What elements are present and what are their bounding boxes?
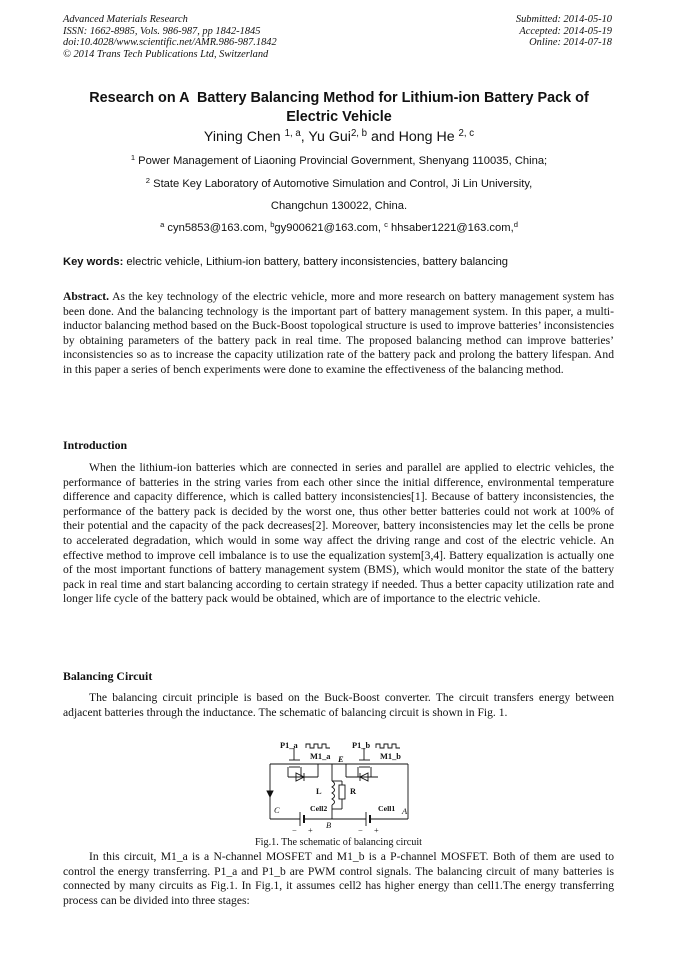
journal-name: Advanced Materials Research [63,14,188,25]
label-r: R [350,787,357,796]
email-line [40,221,638,235]
label-p1b: P1_b [352,741,371,750]
email-a: cyn5853@163.com, [164,222,271,234]
journal-copyright: © 2014 Trans Tech Publications Ltd, Switzerland [63,48,269,60]
resistor [339,785,345,799]
online-date: Online: 2014-07-18 [529,37,612,49]
submitted-date: Submitted: 2014-05-10 [515,14,612,25]
current-arrow [267,791,273,797]
figure-caption: Fig.1. The schematic of balancing circuit [254,837,422,848]
dates-header [516,14,612,49]
cell1-minus: − [358,826,363,835]
label-cell2: Cell2 [310,804,328,813]
author-2-sup: 2, b [350,128,368,140]
circuit-svg [258,739,424,837]
label-a: A [402,807,408,816]
affiliation-1-sup: 1 [130,153,136,163]
journal-issn: ISSN: 1662-8985, Vols. 986-987, pp 1842-1845 [63,25,261,37]
circuit-schematic [258,739,424,837]
affiliation-2-sup: 2 [145,176,150,186]
label-c: C [274,806,280,815]
affiliation-1 [40,154,638,168]
pwm-signal-b [376,744,400,748]
author-1-sup: 1, a [284,128,301,140]
journal-doi: doi:10.4028/www.scientific.net/AMR.986-987.1842 [63,37,277,49]
email-b: gy900621@163.com, [274,222,385,234]
author-list [40,128,638,146]
pwm-signal-a [306,744,330,748]
label-l: L [316,787,322,796]
keywords [63,255,623,269]
label-cell1: Cell1 [378,804,396,813]
author-1: Yining Chen [203,129,285,145]
keywords-label: Key words: [63,256,124,268]
cell1-plus: + [374,826,379,835]
keywords-text: electric vehicle, Lithium-ion battery, battery inconsistencies, battery balancing [123,256,509,268]
balancing-paragraph-2: In this circuit, M1_a is a N-channel MOSFET and M1_b is a P-channel MOSFET. Both of them are used to control the energy transferring. P1_a and P1_b are PWM control signals. The balancing circuit of many batteries is connected by many circuits as Fig.1. In Fig.1, it assumes cell2 has higher energy than cell1.The energy transferring process can be divided into three stages: [63,850,614,907]
email-a-sup: a [160,220,165,230]
balancing-circuit-heading: Balancing Circuit [63,669,153,683]
affiliation-2-line-2: Changchun 130022, China. [270,200,408,212]
affiliation-2-text: State Key Laboratory of Automotive Simulation and Control, Ji Lin University, [150,178,533,190]
title-line-2: Electric Vehicle [286,109,392,125]
author-3: and Hong He [367,129,459,145]
paper-title [40,89,638,127]
email-c: hhsaber1221@163.com, [387,222,514,234]
abstract-label: Abstract. [63,290,110,303]
email-b-sup: b [270,220,275,230]
balancing-paragraph-1: The balancing circuit principle is based on the Buck-Boost converter. The circuit transfers energy between adjacent batteries through the inductance. The schematic of balancing circuit is shown in Fig. 1. [63,691,614,719]
journal-header [63,14,277,60]
label-m1b: M1_b [380,752,401,761]
abstract-text: As the key technology of the electric vehicle, more and more research on battery management system has been done. And the balancing technology is the important part of battery management system. In this paper, a multi-inductor balancing method based on the Buck-Boost topological structure is used to improve batteries’ inconsistencies by obtaining parameters of the battery pack in real time. The proposed balancing method can improve batteries’ inconsistencies so as to increase the capacity utilization rate of the battery pack and prolong the battery lifespan. And in this paper a series of bench experiments were done to examine the effectiveness of the balancing method. [63,290,614,376]
cell2-minus: − [292,826,297,835]
abstract [63,290,614,378]
author-3-sup: 2, c [458,128,475,140]
inductor [332,781,335,805]
accepted-date: Accepted: 2014-05-19 [519,25,612,37]
label-b: B [326,821,332,830]
label-m1a: M1_a [310,752,331,761]
email-c-sup: c [384,220,388,230]
label-p1a: P1_a [280,741,298,750]
introduction-heading: Introduction [63,438,128,452]
affiliation-1-text: Power Management of Liaoning Provincial Government, Shenyang 110035, China; [135,155,548,167]
author-2: , Yu Gui [300,129,351,145]
title-line-1: Research on A Battery Balancing Method for Lithium-ion Battery Pack of [89,90,589,106]
label-e: E [338,755,344,764]
email-d-sup: d [513,220,518,230]
introduction-paragraph: When the lithium-ion batteries which are connected in series and parallel are applied to electric vehicles, the performance of batteries in the string varies from each other since the initial difference, environmental temperature difference and capacity difference, which is called battery inconsistencies[1]. Because of battery inconsistencies, the performance of the battery pack is decided by the worst one, thus other better batteries could not work at 100% of their potential and the capacity of the pack decreases[2]. Moreover, battery inconsistencies may let the cells be prone to accelerated degradation, which would in some way affect the driving range and cost of the electric vehicle. An effective method to improve cell imbalance is to use the equalization system[3,4]. Battery equalization is actually one of the most important functions of battery management system (BMS), which would monitor the state of the battery pack in real time and start balancing according to certain strategy if needed. Thus a better capacity utilization rate and longer life cycle of the battery pack would be obtained, which are of importance to the electric vehicle. [63,461,614,606]
affiliation-2 [40,177,638,191]
cell2-plus: + [308,826,313,835]
